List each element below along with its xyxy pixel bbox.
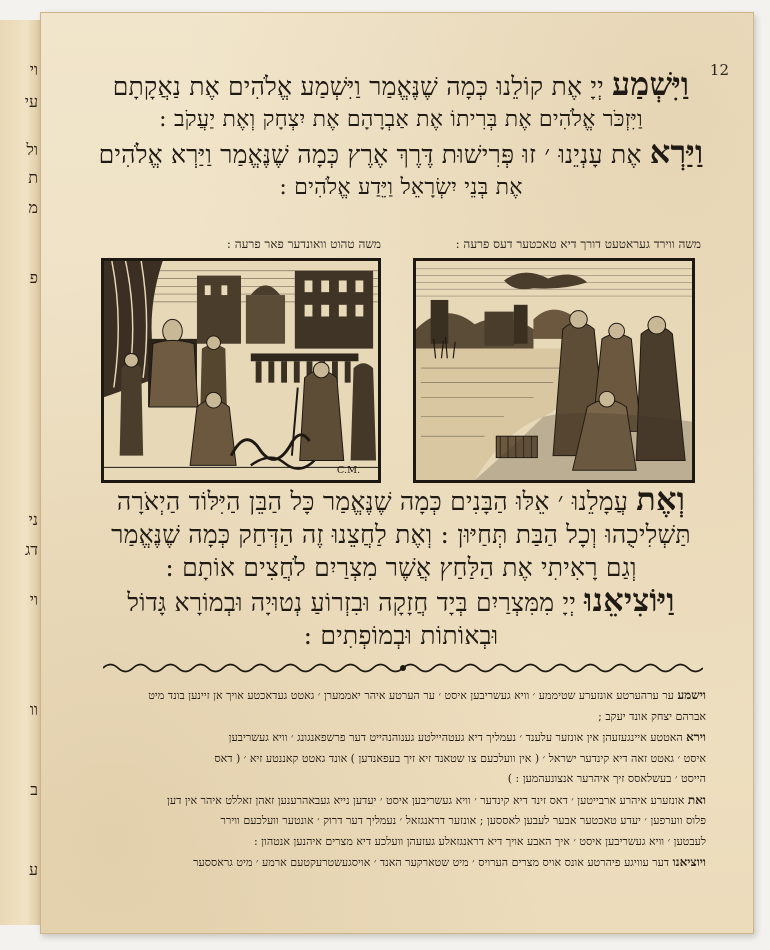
commentary-lead: ואת	[687, 792, 706, 807]
main-text-top	[91, 65, 711, 204]
facing-page-edge	[0, 20, 45, 925]
line-text: עֲמָלֵנוּ ׳ אֵלּוּ הַבָּנִים כְּמָה שֶׁנֶּאֱמַר כָּל הַבֵּן הַיִּלּוֹד הַיְאֹרָה	[116, 487, 637, 516]
lead-word: וְאֶת	[636, 480, 686, 518]
woodcut-moses-pharaoh	[101, 258, 381, 483]
woodcut-moses-rescued	[413, 258, 695, 483]
line-text: תַּשְׁלִיכֻהוּ וְכָל הַבַּת תְּחַיּוּן : וְאֶת לַחֲצֵנוּ זֶה הַדְּחַק כְּמָה שֶׁנֶּאֱמַר	[111, 520, 691, 549]
facing-fragment: ת	[28, 168, 38, 187]
facing-fragment: וי	[29, 60, 38, 79]
commentary-line	[101, 811, 706, 832]
commentary-text: הייסט ׳ בעשלאסס זיך איהרער אנצונעהמען : )	[507, 772, 706, 785]
facing-fragment: פ	[29, 268, 38, 287]
caption-right: משה ווירד געראטעט דורך דיא טאכטער דעס פרעה :	[455, 237, 701, 251]
line-text: אֶת עָנְיֵנוּ ׳ זוּ פְּרִישׁוּת דֶּרֶךְ אֶרֶץ כְּמָה שֶׁנֶּאֱמַר וַיַּרְא אֱלֹהִים	[98, 140, 650, 169]
main-line	[91, 171, 711, 204]
main-line	[91, 551, 711, 584]
commentary-line	[101, 685, 706, 707]
main-line	[91, 103, 711, 136]
commentary-text: פלוס ווערפען ׳ יעדע טאכטער אבער לעבען לאססען ; אונזער דראנגזאל ׳ נעמליך דער דרוק ׳ אונטער וועלכעם ווירר	[220, 814, 706, 827]
line-text: אֶת בְּנֵי יִשְׂרָאֵל וַיֵּדַע אֱלֹהִים :	[279, 175, 523, 200]
woodcut-signature: C.M.	[336, 465, 361, 477]
facing-fragment: וי	[29, 590, 38, 609]
commentary-line	[101, 832, 706, 853]
commentary-text: דער עוויגע פיהרטע אונס אויס מצרים הערויס ׳ מיט שטארקער האנד ׳ אויסגעשטרעקטעם ארמע ׳ מיט גראססער	[193, 856, 673, 869]
haggadah-page	[40, 12, 754, 934]
commentary-line	[101, 707, 706, 728]
line-text: יְיָ אֶת קוֹלֵנוּ כְּמָה שֶׁנֶּאֱמַר וַיִּשְׁמַע אֱלֹהִים אֶת נַאֲקָתָם	[112, 72, 612, 101]
commentary-text: אונזערע איהרע ארבייטען ׳ דאס זינד דיא קינדער ׳ וויא געשריבען איסט ׳ יעדען נייא געבאהרענען זאהן זאללט איהר אין דען	[167, 793, 688, 807]
facing-fragment: דג	[25, 540, 38, 559]
ornamental-divider	[103, 661, 703, 675]
commentary-lead: וירא	[686, 730, 706, 744]
line-text: וַיִּזְכֹּר אֱלֹהִים אֶת בְּרִיתוֹ אֶת אַבְרָהָם אֶת יִצְחָק וְאֶת יַעֲקֹב :	[159, 107, 643, 132]
facing-fragment: עי	[24, 92, 38, 111]
line-text: וּבְאוֹתוֹת וּבְמוֹפְתִים :	[303, 621, 499, 650]
main-line	[91, 133, 711, 171]
woodcut-captions	[101, 237, 701, 255]
main-text-bottom	[91, 480, 711, 652]
page-number: 12	[709, 61, 729, 79]
commentary-text: ער ערהערטע אונזערע שטיממע ׳ וויא געשריבען איסט ׳ ער הערטע איהר יאממערן ׳ גאטט געדאכטע אויך אן זיינען בונד מיט	[148, 689, 678, 702]
facing-fragment: ב	[30, 780, 38, 799]
commentary-lead: וישמע	[677, 688, 706, 702]
main-line	[91, 480, 711, 518]
main-line	[91, 65, 711, 103]
caption-left: משה טהוט וואונדער פאר פרעה :	[226, 237, 381, 251]
main-line	[91, 518, 711, 551]
commentary-block	[101, 685, 706, 874]
commentary-text: אברהם יצחק אונד יעקב ;	[598, 709, 706, 723]
commentary-line	[101, 769, 706, 790]
commentary-text: איסט ׳ גאטט זאה דיא קינדער ישראל ׳ ( אין וועלכעם צו שטאנד זיא זיך בעפאנדען ) אונד גאטט קאננטע זיא ׳ ( דאס	[214, 751, 706, 765]
commentary-line	[101, 727, 706, 749]
lead-word: וַיּוֹצִיאֵנוּ	[584, 581, 675, 619]
line-text: יְיָ מִמִּצְרַיִם בְּיָד חֲזָקָה וּבִזְרוֹעַ נְטוּיָה וּבְמוֹרָא גָּדוֹל	[127, 588, 585, 617]
lead-word: וַיִּשְׁמַע	[611, 65, 690, 103]
facing-fragment: ול	[26, 140, 38, 159]
main-line	[91, 619, 711, 652]
facing-fragment: ע	[28, 860, 38, 879]
main-line	[91, 581, 711, 619]
facing-fragment: מ	[28, 198, 38, 217]
commentary-text: האטטע איינגעזעהן אין אונזער עלענד ׳ נעמליך דיא געטהיילטע גענוהנהייט דער פרשפאנגונג ׳ וויא געשריבען	[228, 731, 687, 744]
lead-word: וַיַּרְא	[649, 133, 704, 171]
commentary-text: לעבטען ׳ וויא געשריבען איסט ׳ איך האבע אויך דיא דראנגזאלע געזעהן וועלכע דיא מצרים איהנען אנטהון :	[254, 834, 706, 848]
facing-fragment: וו	[29, 700, 38, 719]
line-text: וְגַם רָאִיתִי אֶת הַלַּחַץ אֲשֶׁר מִצְרַיִם לֹחֲצִים אוֹתָם :	[165, 553, 637, 582]
commentary-lead: ויוציאנו	[672, 855, 706, 869]
commentary-line	[101, 749, 706, 770]
commentary-line	[101, 790, 706, 812]
facing-fragment: ני	[28, 510, 38, 529]
commentary-line	[101, 852, 706, 874]
